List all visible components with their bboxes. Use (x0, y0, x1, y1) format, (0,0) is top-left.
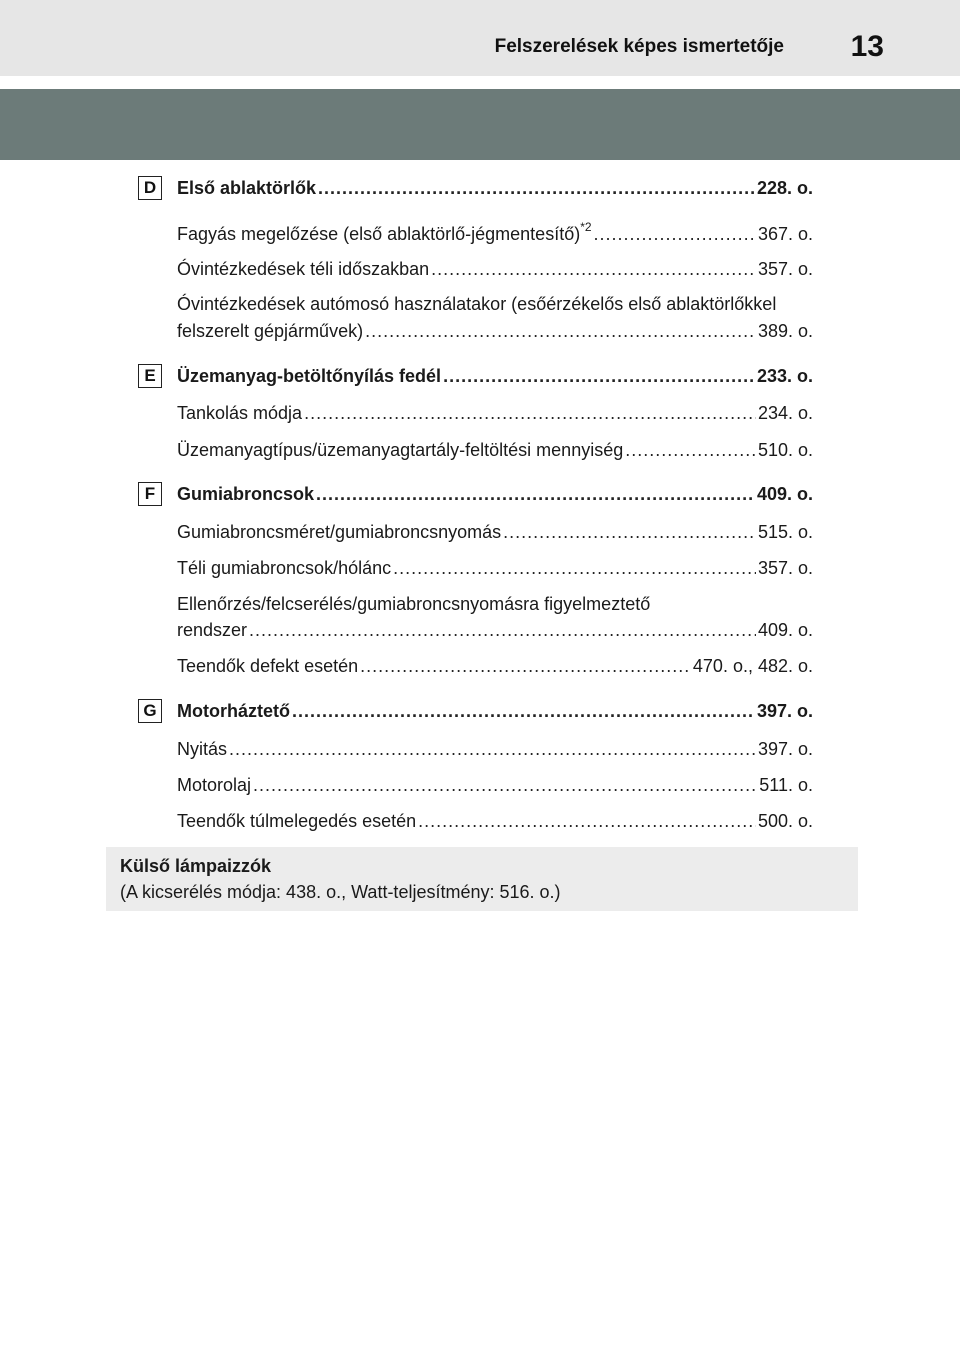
section-heading-f[interactable] (177, 484, 813, 505)
index-entry[interactable]: Óvintézkedések téli időszakban ..... 357. o. (177, 259, 813, 280)
section-page: 397. o. (756, 701, 813, 721)
index-entry[interactable]: Tankolás módja ..... 234. o. (177, 403, 813, 424)
index-entry[interactable]: Üzemanyagtípus/üzemanyagtartály-feltöltési mennyiség ..... 510. o. (177, 440, 813, 461)
section-heading-e[interactable] (177, 366, 813, 387)
section-letter-g: G (138, 699, 162, 723)
section-page: 233. o. (756, 366, 813, 386)
section-heading-d[interactable] (177, 178, 813, 199)
header-title: Felszerelések képes ismertetője (494, 36, 784, 57)
index-entry[interactable]: rendszer ..... 409. o. (177, 620, 813, 641)
info-box-title: Külső lámpaizzók (120, 856, 272, 876)
section-title: Üzemanyag-betöltőnyílás fedél (177, 366, 442, 386)
index-entry[interactable]: Fagyás megelőzése (első ablaktörlő-jégmentesítő)$^{*2}$ ..... 367. o. (177, 224, 813, 245)
index-entry[interactable]: Gumiabroncsméret/gumiabroncsnyomás ..... 515. o. (177, 522, 813, 543)
page-number: 13 (850, 30, 884, 63)
section-title: Gumiabroncsok (177, 484, 315, 504)
info-box-body: (A kicserélés módja: 438. o., Watt-teljesítmény: 516. o.) (120, 882, 561, 902)
section-title: Első ablaktörlők (177, 178, 317, 198)
index-entry[interactable]: Teendők defekt esetén ..... 470. o., 482. o. (177, 656, 813, 677)
index-entry[interactable]: Motorolaj ..... 511. o. (177, 775, 813, 796)
index-entry-line1: Ellenőrzés/felcserélés/gumiabroncsnyomásra figyelmeztető (177, 594, 651, 614)
index-entry[interactable]: felszerelt gépjárművek) ..... 389. o. (177, 321, 813, 342)
index-entry[interactable]: Téli gumiabroncsok/hólánc ..... 357. o. (177, 558, 813, 579)
section-page: 228. o. (756, 178, 813, 198)
index-entry[interactable]: Teendők túlmelegedés esetén ..... 500. o. (177, 811, 813, 832)
section-letter-d: D (138, 176, 162, 200)
section-title: Motorháztető (177, 701, 290, 721)
section-page: 409. o. (756, 484, 813, 504)
header-band (0, 89, 960, 160)
section-heading-g[interactable] (177, 701, 813, 722)
index-entry-line1: Óvintézkedések autómosó használatakor (esőérzékelős első ablaktörlőkkel (177, 294, 777, 314)
header-bar (0, 0, 960, 76)
index-entry[interactable]: Nyitás ..... 397. o. (177, 739, 813, 760)
section-letter-e: E (138, 364, 162, 388)
info-box (106, 847, 858, 911)
section-letter-f: F (138, 482, 162, 506)
